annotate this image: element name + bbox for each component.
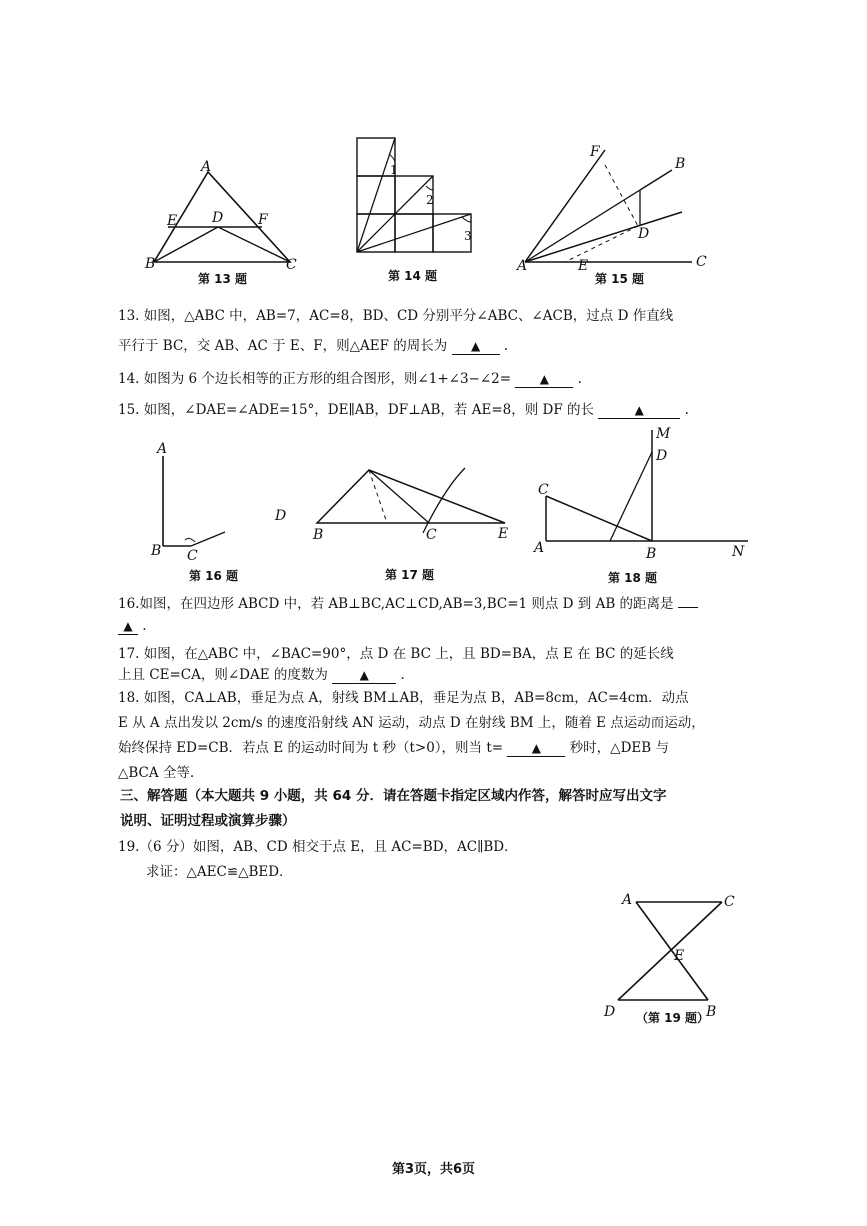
answer-blank-14: ▲ <box>515 371 573 388</box>
svg-text:E: E <box>498 526 509 542</box>
question-15: 15. 如图，∠DAE=∠ADE=15°，DE∥AB，DF⊥AB，若 AE=8，则 DF 的长 ▲ . <box>118 402 689 418</box>
figure-15 <box>510 140 710 290</box>
figure-13 <box>140 150 310 290</box>
figure-14-caption: 第 14 题 <box>388 269 438 283</box>
figure-13-caption: 第 13 题 <box>198 272 248 286</box>
page-footer: 第3页，共6页 <box>391 1162 476 1177</box>
figure-19 <box>600 890 750 1035</box>
figure-17-diagram <box>305 458 525 588</box>
svg-text:3: 3 <box>464 229 472 243</box>
answer-blank-13: ▲ <box>452 338 500 355</box>
svg-text:A: A <box>622 892 633 908</box>
svg-text:B: B <box>151 543 162 559</box>
svg-text:C: C <box>724 894 735 910</box>
figure-14-diagram <box>350 132 490 287</box>
svg-text:F: F <box>590 144 600 160</box>
question-16-continued: ▲ . <box>118 618 147 635</box>
svg-text:C: C <box>696 254 707 270</box>
svg-text:E: E <box>167 213 178 229</box>
svg-text:A: A <box>157 441 168 457</box>
question-18-line-3: 始终保持 ED=CB．若点 E 的运动时间为 t 秒（t>0），则当 t= ▲ 秒时，△DEB 与 <box>118 740 669 756</box>
question-14: 14. 如图为 6 个边长相等的正方形的组合图形，则∠1+∠3−∠2= ▲ . <box>118 371 582 387</box>
section-3-heading: 三、解答题（本大题共 9 小题，共 64 分．请在答题卡指定区域内作答，解答时应写出文字 <box>120 788 667 804</box>
question-19-line-1: 19.（6 分）如图，AB、CD 相交于点 E，且 AC=BD，AC∥BD． <box>118 839 518 855</box>
answer-blank-16: ▲ <box>118 618 138 635</box>
svg-text:M: M <box>656 426 671 442</box>
figure-15-caption: 第 15 题 <box>595 272 645 286</box>
question-17-line-1: 17. 如图，在△ABC 中，∠BAC=90°，点 D 在 BC 上，且 BD=BA，点 E 在 BC 的延长线 <box>118 646 674 662</box>
figure-19-diagram <box>600 890 750 1035</box>
question-13-line-2: 平行于 BC，交 AB、AC 于 E、F，则△AEF 的周长为 ▲ . <box>118 338 509 354</box>
figure-17-caption: 第 17 题 <box>385 568 435 582</box>
answer-blank-16-underline <box>678 607 698 608</box>
svg-text:B: B <box>646 546 657 562</box>
question-13-line-1: 13. 如图，△ABC 中，AB=7，AC=8，BD、CD 分别平分∠ABC、∠ACB，过点 D 作直线 <box>118 308 674 324</box>
svg-text:B: B <box>313 527 324 543</box>
svg-text:N: N <box>732 544 745 560</box>
svg-text:B: B <box>145 256 156 272</box>
svg-text:2: 2 <box>426 193 434 207</box>
figure-18 <box>530 422 760 590</box>
svg-text:A: A <box>201 159 212 175</box>
svg-text:E: E <box>674 948 685 964</box>
figure-13-diagram <box>140 150 310 290</box>
svg-text:A: A <box>517 258 528 274</box>
svg-text:D: D <box>212 210 224 226</box>
question-18-line-2: E 从 A 点出发以 2cm/s 的速度沿射线 AN 运动，动点 D 在射线 BM 上，随着 E 点运动而运动， <box>118 715 705 731</box>
question-19-line-2: 求证：△AEC≌△BED． <box>146 864 293 880</box>
answer-blank-17: ▲ <box>332 667 396 684</box>
svg-text:B: B <box>706 1004 717 1020</box>
svg-text:C: C <box>538 482 549 498</box>
svg-text:D: D <box>275 508 287 524</box>
svg-text:1: 1 <box>390 163 398 177</box>
svg-text:E: E <box>578 258 589 274</box>
question-18-line-1: 18. 如图，CA⊥AB，垂足为点 A，射线 BM⊥AB，垂足为点 B，AB=8cm，AC=4cm．动点 <box>118 690 689 706</box>
figure-18-caption: 第 18 题 <box>608 571 658 585</box>
svg-text:D: D <box>604 1004 616 1020</box>
figure-17 <box>305 458 525 588</box>
figure-19-caption: （第 19 题） <box>636 1011 710 1025</box>
figure-16-caption: 第 16 题 <box>189 569 239 583</box>
svg-text:D: D <box>638 226 650 242</box>
question-17-line-2: 上且 CE=CA，则∠DAE 的度数为 ▲ . <box>118 667 405 683</box>
figure-16-diagram <box>145 438 305 586</box>
svg-text:C: C <box>187 548 198 564</box>
figure-18-diagram <box>530 422 760 590</box>
svg-text:D: D <box>656 448 668 464</box>
figure-16 <box>145 438 305 586</box>
figure-14 <box>350 132 490 287</box>
question-16: 16.如图，在四边形 ABCD 中，若 AB⊥BC,AC⊥CD,AB=3,BC=1 则点 D 到 AB 的距离是 <box>118 592 698 612</box>
svg-text:A: A <box>534 540 545 556</box>
svg-text:F: F <box>258 212 268 228</box>
figure-15-diagram <box>510 140 710 290</box>
svg-text:B: B <box>675 156 686 172</box>
answer-blank-15: ▲ <box>598 402 680 419</box>
svg-text:C: C <box>426 527 437 543</box>
question-18-line-4: △BCA 全等. <box>118 765 195 781</box>
svg-text:C: C <box>286 257 297 273</box>
answer-blank-18: ▲ <box>507 740 565 757</box>
section-3-heading-2: 说明、证明过程或演算步骤） <box>120 813 296 829</box>
